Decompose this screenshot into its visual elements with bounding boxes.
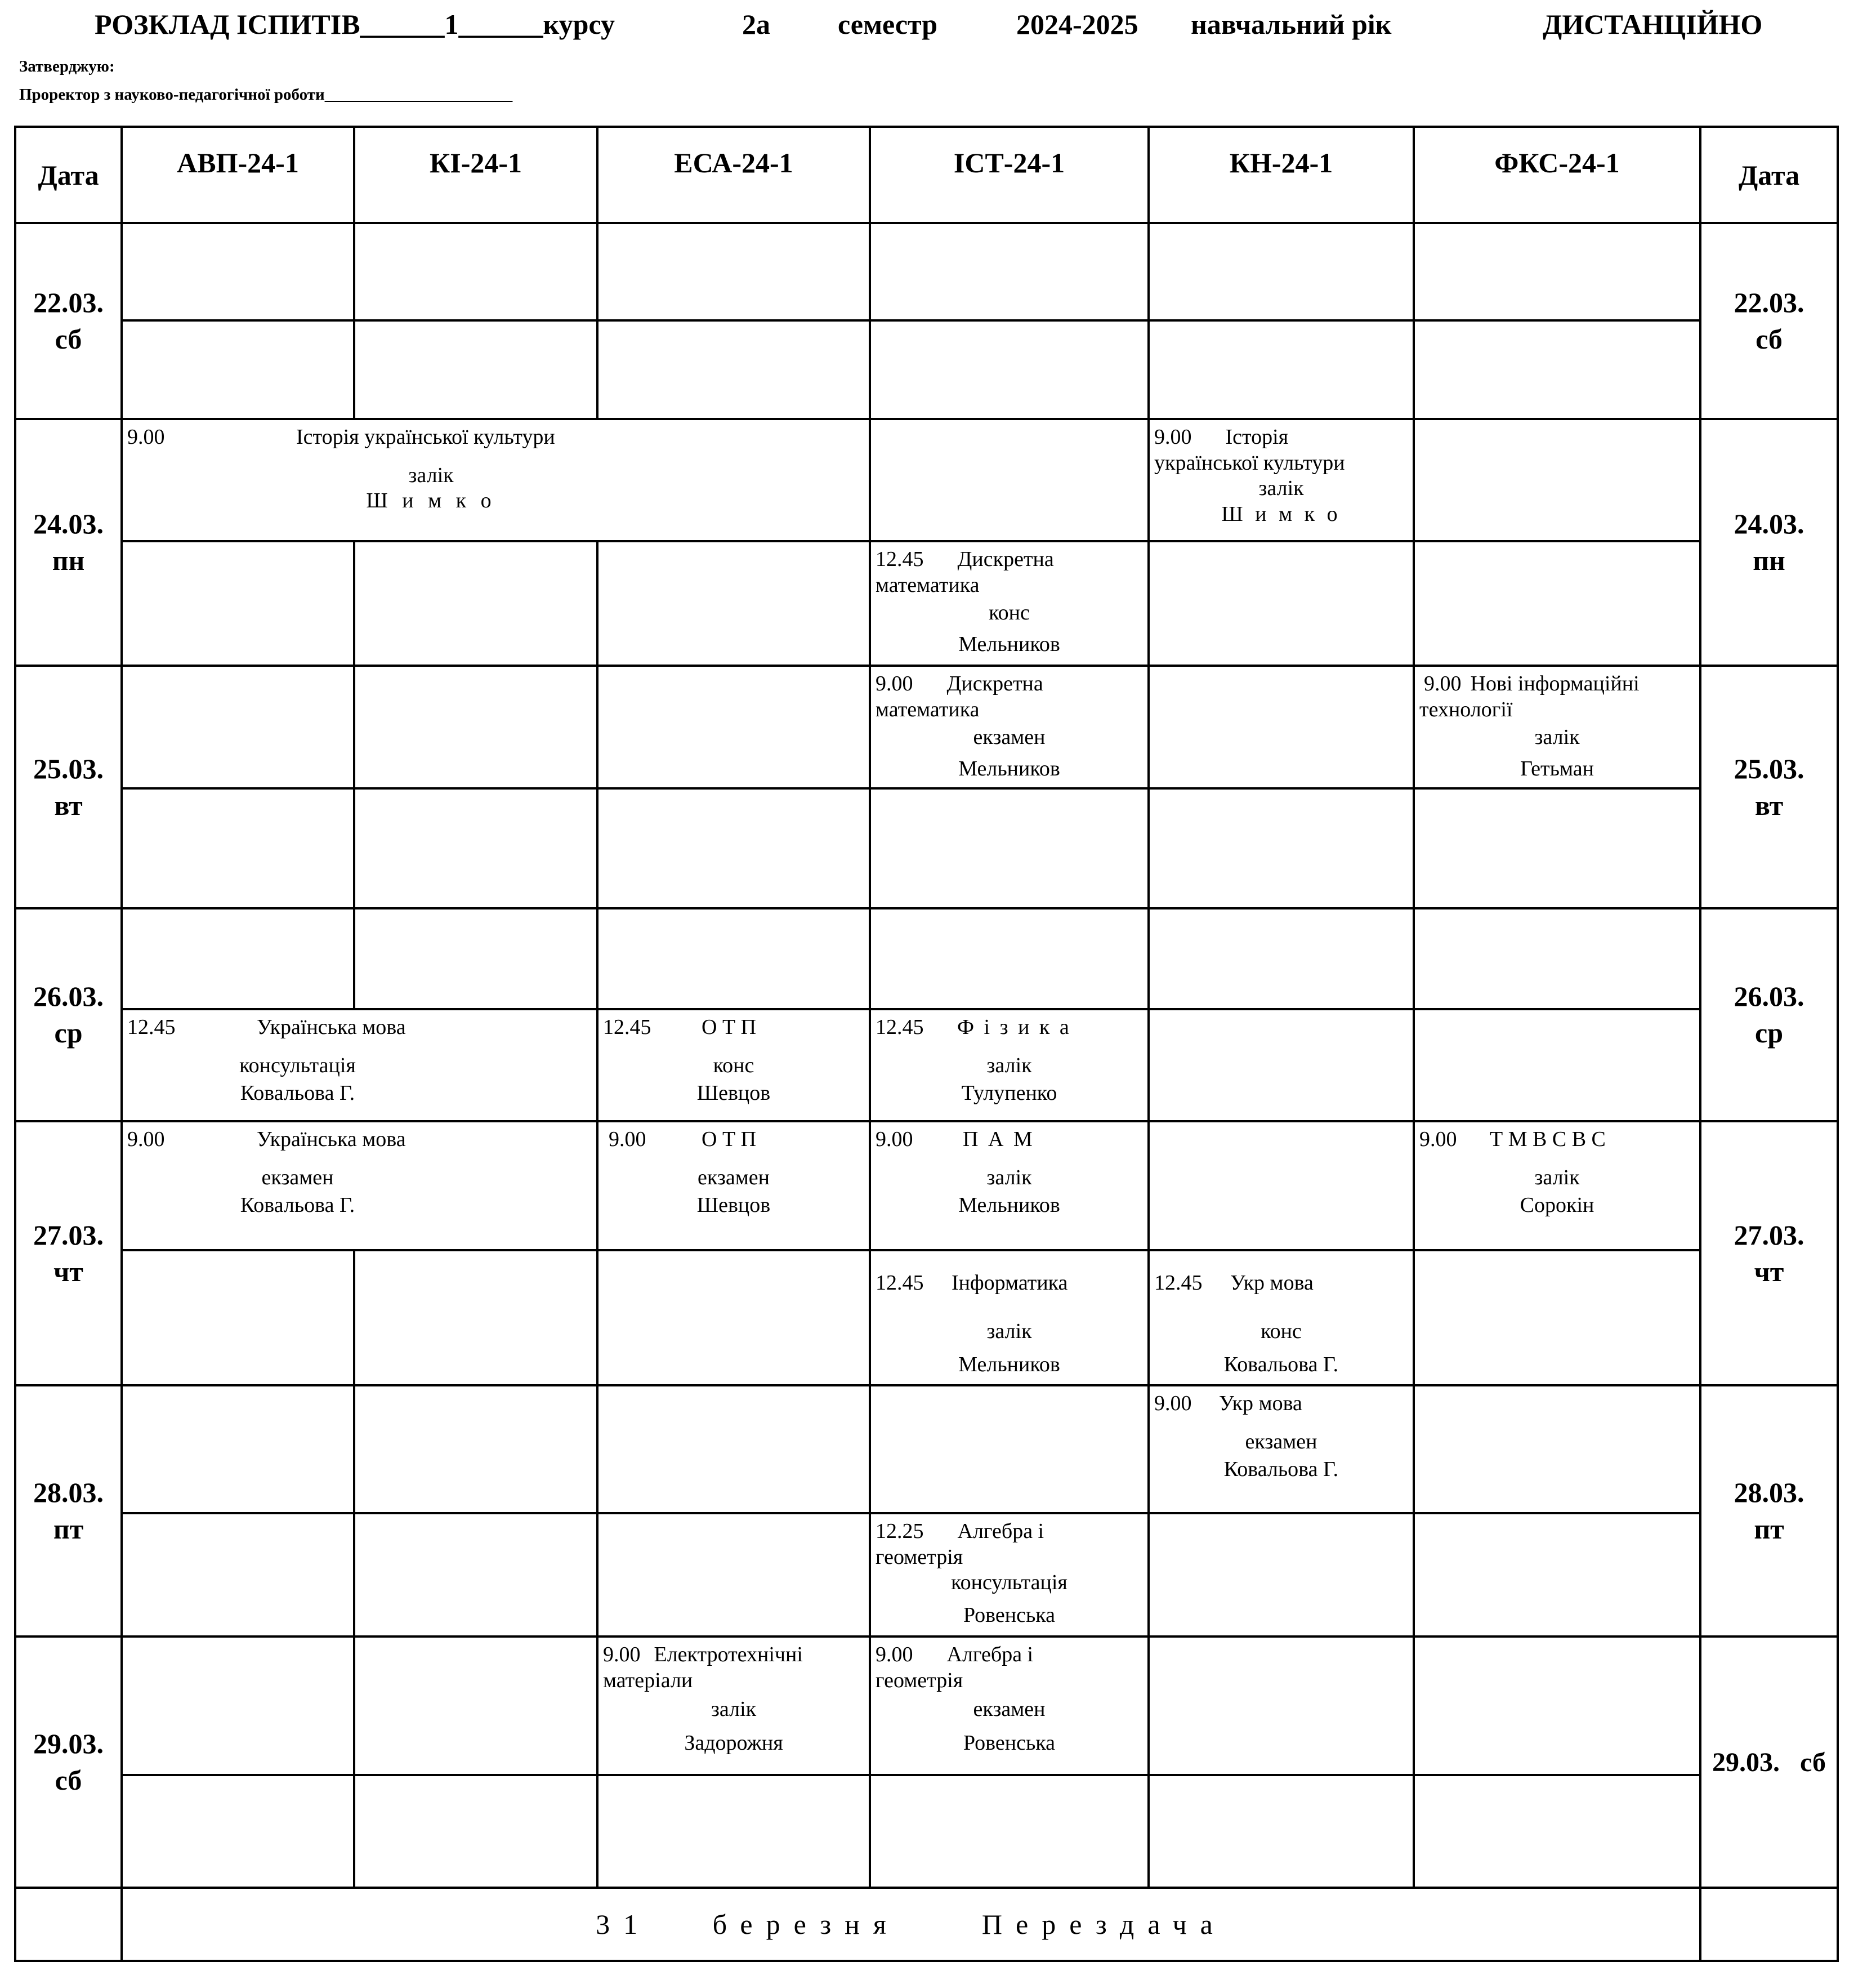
- slot-cell: [1149, 1009, 1414, 1121]
- date-cell: 22.03. сб: [15, 223, 122, 419]
- slot-cell: [1149, 666, 1414, 788]
- slot-cell: [1414, 1775, 1700, 1888]
- slot-cell: [1149, 541, 1414, 666]
- slot-cell: [1149, 223, 1414, 320]
- slot-cell: [122, 788, 354, 908]
- prorector-line: Проректор з науково-педагогічної роботи_______________________: [19, 86, 513, 104]
- slot-cell: [1414, 541, 1700, 666]
- exam-cell: 9.00 Українська мова екзамен Ковальова Г.: [122, 1121, 597, 1250]
- group-header-fks: ФКС-24-1: [1414, 127, 1700, 223]
- exam-cell: 9.00 Укр мова екзамен Ковальова Г.: [1149, 1385, 1414, 1513]
- slot-cell: [597, 1250, 870, 1385]
- group-header-avp: АВП-24-1: [122, 127, 354, 223]
- slot-cell: [870, 908, 1149, 1009]
- date-cell-right: 24.03. пн: [1700, 419, 1838, 666]
- slot-cell: [1414, 223, 1700, 320]
- slot-cell: [870, 1385, 1149, 1513]
- slot-cell: [597, 1513, 870, 1637]
- slot-cell: [122, 541, 354, 666]
- exam-cell: 9.00 О Т П екзамен Шевцов: [597, 1121, 870, 1250]
- date-cell-right: 22.03. сб: [1700, 223, 1838, 419]
- slot-cell: [1414, 1637, 1700, 1775]
- slot-cell: [122, 908, 354, 1009]
- group-header-ki: КІ-24-1: [354, 127, 597, 223]
- slot-cell: [597, 223, 870, 320]
- exam-cell: 9.00 Дискретна математика екзамен Мельников: [870, 666, 1149, 788]
- date-cell: 27.03. чт: [15, 1121, 122, 1385]
- slot-cell: [1414, 788, 1700, 908]
- exam-cell: 9.00 Історія української культури залік Ш и м к о: [1149, 419, 1414, 541]
- date-header-right: Дата: [1700, 127, 1838, 223]
- slot-cell: [1414, 419, 1700, 541]
- exam-cell: 9.00 Нові інформаційні технології залік Гетьман: [1414, 666, 1700, 788]
- slot-cell: [122, 1775, 354, 1888]
- slot-cell: [870, 788, 1149, 908]
- exam-cell: 12.45 О Т П конс Шевцов: [597, 1009, 870, 1121]
- slot-cell: [354, 223, 597, 320]
- slot-cell: [122, 1637, 354, 1775]
- exam-cell: 12.45 Укр мова конс Ковальова Г.: [1149, 1250, 1414, 1385]
- slot-cell: [122, 1513, 354, 1637]
- day-row: [15, 223, 1838, 320]
- exam-cell: 12.25 Алгебра і геометрія консультація Ровенська: [870, 1513, 1149, 1637]
- date-cell-right: 25.03. вт: [1700, 666, 1838, 908]
- slot-cell: [597, 1775, 870, 1888]
- exam-cell: 12.45 Інформатика залік Мельников: [870, 1250, 1149, 1385]
- slot-cell: [1149, 908, 1414, 1009]
- day-row: [15, 1385, 1838, 1513]
- slot-cell: [597, 666, 870, 788]
- slot-cell: [354, 666, 597, 788]
- academic-year: 2024-2025: [1016, 8, 1138, 40]
- slot-cell: [15, 1888, 122, 1961]
- date-cell: 24.03. пн: [15, 419, 122, 666]
- slot-cell: [1700, 1888, 1838, 1961]
- exam-schedule-table: [14, 126, 1839, 1962]
- slot-cell: [1414, 1009, 1700, 1121]
- slot-cell: [1149, 788, 1414, 908]
- date-cell-right: 29.03. сб: [1700, 1637, 1838, 1888]
- slot-cell: [354, 1385, 597, 1513]
- slot-cell: [1414, 320, 1700, 419]
- slot-cell: [122, 320, 354, 419]
- slot-cell: [1414, 1250, 1700, 1385]
- slot-cell: [1149, 1121, 1414, 1250]
- slot-cell: [597, 908, 870, 1009]
- exam-cell: 12.45 Дискретна математика конс Мельников: [870, 541, 1149, 666]
- exam-cell: 12.45 Ф і з и к а залік Тулупенко: [870, 1009, 1149, 1121]
- date-cell: 28.03. пт: [15, 1385, 122, 1637]
- date-cell-right: 28.03. пт: [1700, 1385, 1838, 1637]
- semester-word: семестр: [838, 8, 938, 40]
- slot-cell: [122, 223, 354, 320]
- study-mode: ДИСТАНЦІЙНО: [1543, 8, 1763, 40]
- exam-cell: 9.00 Електротехнічні матеріали залік Задорожня: [597, 1637, 870, 1775]
- day-row: [15, 419, 1838, 541]
- slot-cell: [354, 1513, 597, 1637]
- schedule-title: РОЗКЛАД ІСПИТІВ______1______курсу: [95, 8, 615, 40]
- date-cell-right: 27.03. чт: [1700, 1121, 1838, 1385]
- exam-cell: 9.00 Алгебра і геометрія екзамен Ровенська: [870, 1637, 1149, 1775]
- semester: 2а: [742, 8, 770, 40]
- group-header-esa: ЕСА-24-1: [597, 127, 870, 223]
- day-row: [15, 908, 1838, 1009]
- slot-cell: [354, 320, 597, 419]
- slot-cell: [597, 1385, 870, 1513]
- slot-cell: [354, 788, 597, 908]
- slot-cell: [354, 1250, 597, 1385]
- slot-cell: [597, 320, 870, 419]
- approve-label: Затверджую:: [19, 57, 115, 75]
- slot-cell: [354, 1637, 597, 1775]
- date-cell: 26.03. ср: [15, 908, 122, 1121]
- date-cell: 25.03. вт: [15, 666, 122, 908]
- slot-cell: [1149, 1775, 1414, 1888]
- slot-cell: [1149, 1513, 1414, 1637]
- retake-note: 31 березня Перездача: [122, 1888, 1700, 1961]
- day-row: [15, 1121, 1838, 1250]
- slot-cell: [354, 1775, 597, 1888]
- slot-cell: [870, 320, 1149, 419]
- slot-cell: [1149, 320, 1414, 419]
- date-header: Дата: [15, 127, 122, 223]
- group-header-kn: КН-24-1: [1149, 127, 1414, 223]
- slot-cell: [870, 419, 1149, 541]
- slot-cell: [597, 788, 870, 908]
- slot-cell: [1149, 1637, 1414, 1775]
- exam-cell: 9.00 П А М залік Мельников: [870, 1121, 1149, 1250]
- day-row: [15, 666, 1838, 788]
- slot-cell: [1414, 1513, 1700, 1637]
- slot-cell: [870, 223, 1149, 320]
- academic-year-word: навчальний рік: [1191, 8, 1392, 40]
- exam-cell: 9.00 Т М В С В С залік Сорокін: [1414, 1121, 1700, 1250]
- exam-cell: 9.00 Історія української культури залік Ш и м к о: [122, 419, 870, 541]
- exam-cell: 12.45 Українська мова консультація Ковальова Г.: [122, 1009, 597, 1121]
- header-row: [15, 127, 1838, 223]
- date-cell: 29.03. сб: [15, 1637, 122, 1888]
- slot-cell: [597, 541, 870, 666]
- slot-cell: [870, 1775, 1149, 1888]
- slot-cell: [1414, 1385, 1700, 1513]
- slot-cell: [122, 1250, 354, 1385]
- slot-cell: [354, 908, 597, 1009]
- day-row: [15, 1637, 1838, 1775]
- slot-cell: [122, 1385, 354, 1513]
- retake-row: [15, 1888, 1838, 1961]
- date-cell-right: 26.03. ср: [1700, 908, 1838, 1121]
- slot-cell: [354, 541, 597, 666]
- slot-cell: [1414, 908, 1700, 1009]
- slot-cell: [122, 666, 354, 788]
- group-header-ist: ІСТ-24-1: [870, 127, 1149, 223]
